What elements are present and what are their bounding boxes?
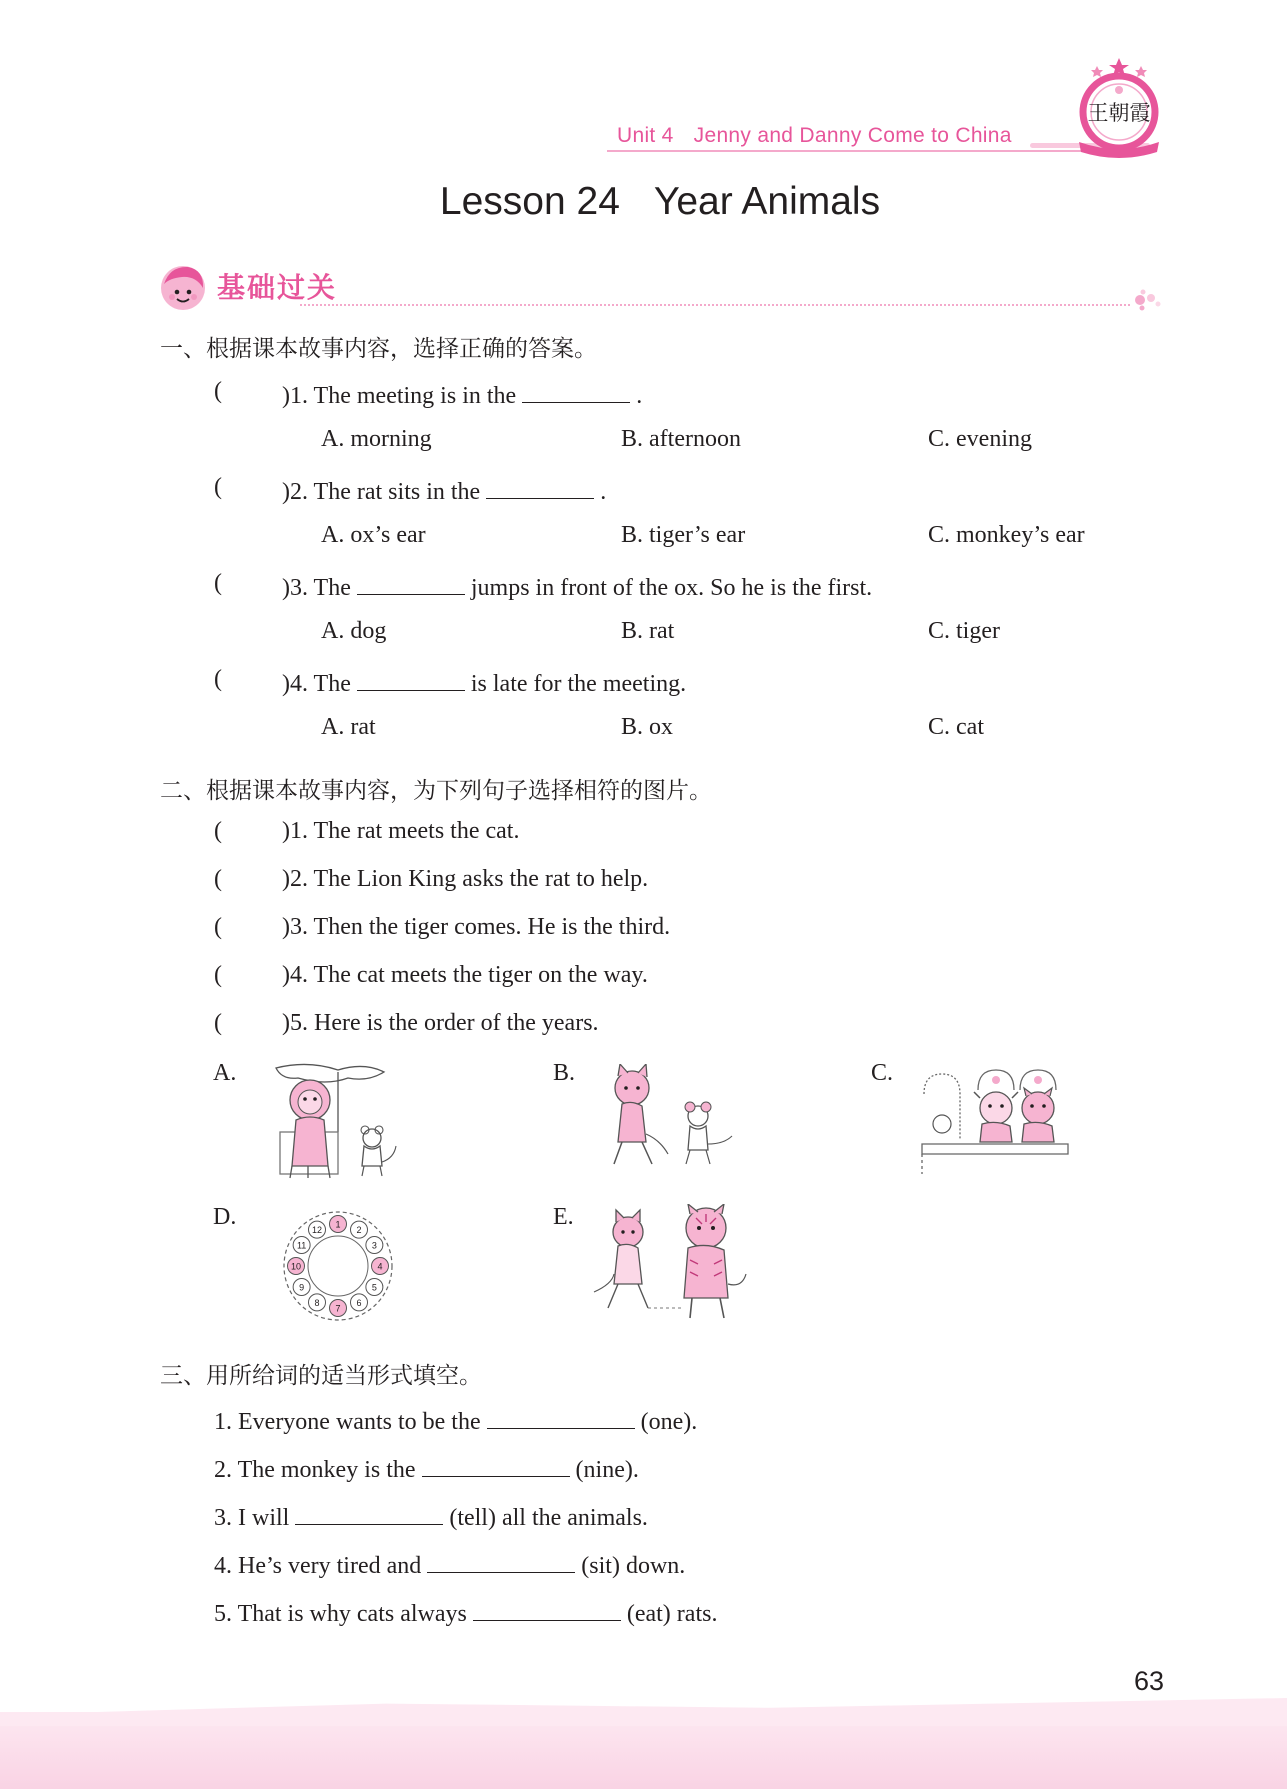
q2-option-a: A. ox’s ear (321, 522, 426, 548)
q2-option-c: C. monkey’s ear (928, 522, 1085, 548)
publisher-logo (1071, 56, 1167, 160)
fill-item-1-text: 1. Everyone wants to be the (214, 1409, 481, 1435)
fill-item-5-hint: (eat) rats. (626, 1601, 718, 1627)
answer-paren-open: ( (214, 666, 222, 692)
question-2-end: . (600, 479, 607, 505)
year-wheel (288, 1216, 389, 1317)
q1-option-b: B. afternoon (621, 426, 741, 452)
sentence-4-text: )4. The cat meets the tiger on the way. (282, 962, 648, 988)
sentence-5 (214, 1010, 599, 1037)
answer-paren-open: ( (214, 818, 222, 844)
answer-blank[interactable] (486, 474, 594, 499)
wheel-number: 4 (377, 1261, 383, 1272)
q4-option-c: C. cat (928, 714, 984, 740)
wheel-number: 8 (314, 1297, 320, 1308)
footer-band (0, 1712, 1287, 1789)
lesson-title (0, 180, 1287, 224)
wheel-number: 1 (335, 1219, 341, 1230)
picture-label-b: B. (553, 1060, 576, 1086)
wheel-number: 12 (311, 1225, 323, 1236)
unit-title: Jenny and Danny Come to China (693, 124, 1012, 147)
fill-item-1-hint: (one). (640, 1409, 698, 1435)
logo-text: 王朝霞 (1087, 101, 1151, 125)
answer-paren-open: ( (214, 474, 222, 500)
girl-face-icon (158, 262, 208, 312)
lesson-name: Year Animals (653, 180, 881, 223)
answer-blank[interactable] (357, 570, 465, 595)
part1-instruction: 一、根据课本故事内容，选择正确的答案。 (160, 336, 597, 361)
page-number: 63 (1134, 1666, 1165, 1696)
answer-paren-open: ( (214, 1010, 222, 1036)
wheel-number: 6 (356, 1297, 362, 1308)
unit-underline (607, 150, 1087, 152)
fill-item-2-hint: (nine). (575, 1457, 639, 1483)
answer-paren-open: ( (214, 378, 222, 404)
q3-option-b: B. rat (621, 618, 675, 644)
q1-option-c: C. evening (928, 426, 1032, 452)
question-2-text: )2. The rat sits in the (282, 479, 481, 505)
sentence-5-text: )5. Here is the order of the years. (282, 1010, 599, 1036)
question-4-end: is late for the meeting. (470, 671, 687, 697)
bubbles-icon (1132, 288, 1162, 312)
fill-item-3-text: 3. I will (214, 1505, 290, 1531)
question-3 (214, 570, 873, 601)
answer-blank[interactable] (357, 666, 465, 691)
wheel-number: 11 (296, 1240, 307, 1251)
unit-header (617, 124, 1012, 148)
wheel-number: 7 (335, 1303, 341, 1314)
fill-item-2 (214, 1452, 639, 1484)
sentence-4 (214, 962, 648, 989)
sentence-1 (214, 818, 520, 845)
q4-option-b: B. ox (621, 714, 674, 740)
fill-item-5 (214, 1596, 717, 1628)
fill-blank[interactable] (295, 1500, 443, 1525)
fill-item-1 (214, 1404, 697, 1436)
wheel-number: 3 (371, 1240, 377, 1251)
answer-paren-open: ( (214, 570, 222, 596)
picture-a-lion-king-and-rat[interactable] (268, 1062, 408, 1180)
question-1-end: . (636, 383, 643, 409)
fill-item-2-text: 2. The monkey is the (214, 1457, 416, 1483)
fill-item-3 (214, 1500, 648, 1532)
fill-item-5-text: 5. That is why cats always (214, 1601, 467, 1627)
wheel-number: 2 (356, 1225, 362, 1236)
sentence-3 (214, 914, 671, 941)
sentence-2-text: )2. The Lion King asks the rat to help. (282, 866, 649, 892)
fill-item-3-hint: (tell) all the animals. (449, 1505, 648, 1531)
picture-label-d: D. (213, 1204, 237, 1230)
picture-label-e: E. (553, 1204, 574, 1230)
question-1 (214, 378, 643, 409)
picture-d-order-of-years[interactable] (272, 1204, 404, 1328)
picture-b-rat-meets-cat[interactable] (592, 1064, 742, 1172)
sentence-2 (214, 866, 649, 893)
question-4-text: )4. The (282, 671, 351, 697)
question-3-end: jumps in front of the ox. So he is the first. (470, 575, 873, 601)
q1-option-a: A. morning (321, 426, 432, 452)
answer-paren-open: ( (214, 962, 222, 988)
q2-option-b: B. tiger’s ear (621, 522, 746, 548)
question-1-text: )1. The meeting is in the (282, 383, 517, 409)
wheel-number: 9 (299, 1282, 305, 1293)
q3-option-a: A. dog (321, 618, 387, 644)
answer-blank[interactable] (522, 378, 630, 403)
fill-item-4 (214, 1548, 685, 1580)
part2-instruction: 二、根据课本故事内容，为下列句子选择相符的图片。 (160, 778, 712, 803)
question-3-text: )3. The (282, 575, 351, 601)
section-divider (300, 304, 1130, 306)
picture-label-a: A. (213, 1060, 237, 1086)
q4-option-a: A. rat (321, 714, 376, 740)
q3-option-c: C. tiger (928, 618, 1000, 644)
answer-paren-open: ( (214, 914, 222, 940)
lesson-number: Lesson 24 (439, 180, 620, 223)
wheel-number: 10 (290, 1261, 302, 1272)
sentence-3-text: )3. Then the tiger comes. He is the third. (282, 914, 671, 940)
fill-blank[interactable] (487, 1404, 635, 1429)
question-4 (214, 666, 687, 697)
picture-e-cat-meets-tiger[interactable] (592, 1204, 750, 1322)
question-2 (214, 474, 607, 505)
fill-item-4-hint: (sit) down. (581, 1553, 686, 1579)
fill-blank[interactable] (473, 1596, 621, 1621)
picture-c-tiger-comes-third[interactable] (920, 1064, 1070, 1176)
fill-blank[interactable] (422, 1452, 570, 1477)
section-heading: 基础过关 (217, 273, 338, 304)
answer-paren-open: ( (214, 866, 222, 892)
wheel-number: 5 (371, 1282, 377, 1293)
unit-number: Unit 4 (617, 124, 674, 147)
picture-label-c: C. (871, 1060, 894, 1086)
part3-instruction: 三、用所给词的适当形式填空。 (160, 1363, 482, 1388)
fill-item-4-text: 4. He’s very tired and (214, 1553, 422, 1579)
fill-blank[interactable] (427, 1548, 575, 1573)
sentence-1-text: )1. The rat meets the cat. (282, 818, 520, 844)
